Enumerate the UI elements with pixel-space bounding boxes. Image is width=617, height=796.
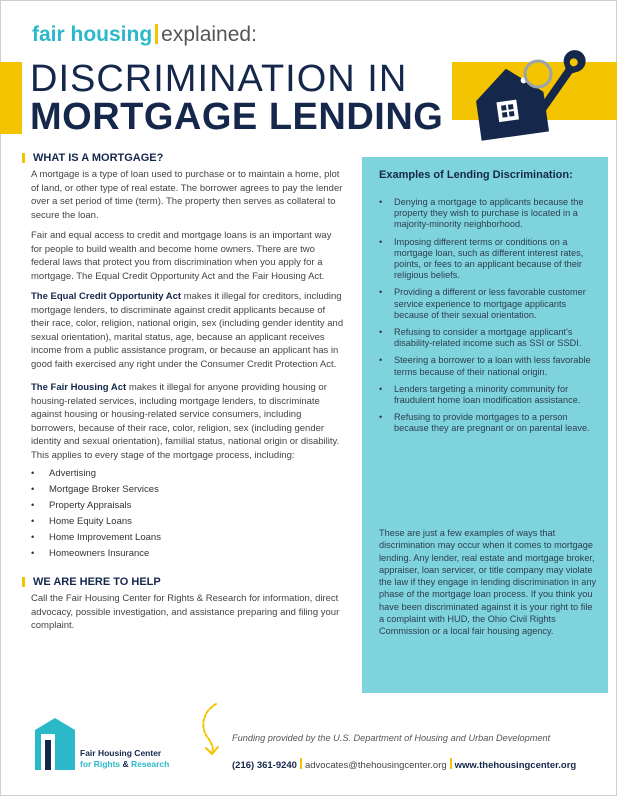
ecoa-name: The Equal Credit Opportunity Act bbox=[31, 291, 182, 302]
website-link[interactable]: www.thehousingcenter.org bbox=[454, 760, 577, 771]
fha-name: The Fair Housing Act bbox=[31, 382, 127, 393]
title-accent-left bbox=[0, 62, 22, 134]
mortgage-fair-access: Fair and equal access to credit and mortgage loans is an important way for people to build wealth and become home owners. There are two federal laws that protect you from discrimination when you apply for a mortgage. The Equal Credit Opportunity Act and the Fair Housing Act. bbox=[31, 230, 332, 282]
title-line-1: DISCRIMINATION IN bbox=[30, 58, 408, 100]
logo-text bbox=[80, 748, 169, 770]
panel-heading: Examples of Lending Discrimination: bbox=[379, 169, 573, 181]
brand-divider bbox=[155, 24, 158, 44]
list-item: • Steering a borrower to a loan with less favorable terms because of their national origin. bbox=[379, 355, 599, 377]
list-item: • Home Equity Loans bbox=[31, 514, 344, 530]
list-item: • Mortgage Broker Services bbox=[31, 482, 344, 498]
list-item: • Advertising bbox=[31, 466, 344, 482]
left-column bbox=[31, 152, 344, 640]
brand-header bbox=[32, 22, 257, 48]
phone-number[interactable]: (216) 361-9240 bbox=[232, 760, 297, 771]
ecoa-text: makes it illegal for creditors, including mortgage lenders, to discriminate against credit applicants because of their race, color, religion, national origin, sex (including gender identity and sexual orientation), marital status, age, because an applicant receives income from a public assistance program, or because an applicant has in good faith exercised any right under the Consumer Credit Protection Act. bbox=[31, 291, 344, 370]
brand-secondary: explained: bbox=[161, 23, 257, 46]
logo-line-2 bbox=[80, 759, 169, 770]
logo-line-2-amp: & bbox=[122, 759, 129, 769]
ecoa-paragraph bbox=[31, 290, 344, 371]
list-item: • Lenders targeting a minority community for fraudulent home loan modification assistance. bbox=[379, 384, 599, 406]
curved-arrow-icon bbox=[196, 702, 226, 763]
logo-line-2-b: Research bbox=[131, 759, 170, 769]
help-text: Call the Fair Housing Center for Rights & Research for information, direct advocacy, possible investigation, and assistance preparing and filing your complaint. bbox=[31, 593, 340, 631]
contact-divider bbox=[450, 758, 452, 769]
list-item: • Homeowners Insurance bbox=[31, 546, 344, 562]
email-link[interactable]: advocates@thehousingcenter.org bbox=[304, 760, 447, 771]
list-item: • Refusing to provide mortgages to a person because they are pregnant or on parental leave. bbox=[379, 412, 599, 434]
list-item: • Imposing different terms or conditions on a mortgage loan, such as different interest rates, points, or fees to an applicant because of their religious beliefs. bbox=[379, 237, 599, 282]
house-logo-icon bbox=[33, 716, 77, 777]
list-item: • Denying a mortgage to applicants because the property they wish to purchase is located in a majority-minority neighborhood. bbox=[379, 197, 599, 231]
examples-list bbox=[379, 197, 599, 441]
contact-divider bbox=[300, 758, 302, 769]
mortgage-stages-list bbox=[31, 466, 344, 562]
house-keys-icon bbox=[468, 38, 588, 163]
logo-line-1: Fair Housing Center bbox=[80, 748, 162, 758]
section-heading-help: WE ARE HERE TO HELP bbox=[31, 576, 344, 588]
panel-closing-text: These are just a few examples of ways that discrimination may occur when it comes to mortgage lending. Any lender, real estate and mortgage broker, appraiser, loan servicer, or title company may violate the law if they engage in lending discrimination in any phase of the mortgage loan process. If you think you have been discriminated against it is your right to file a complaint with HUD, the Ohio Civil Rights Commission or a local fair housing agency. bbox=[379, 528, 597, 637]
logo-line-2-a: for Rights bbox=[80, 759, 121, 769]
examples-panel bbox=[362, 157, 608, 693]
list-item: • Refusing to consider a mortgage applicant's disability-related income such as SSI or SSDI. bbox=[379, 327, 599, 349]
contact-line bbox=[232, 758, 576, 771]
section-heading-mortgage: WHAT IS A MORTGAGE? bbox=[31, 152, 344, 164]
list-item: • Home Improvement Loans bbox=[31, 530, 344, 546]
funding-statement: Funding provided by the U.S. Department of Housing and Urban Development bbox=[232, 733, 551, 743]
list-item: • Providing a different or less favorable customer service experience to mortgage applicants because of their sexual orientation. bbox=[379, 287, 599, 321]
fha-paragraph bbox=[31, 381, 344, 462]
page-title bbox=[30, 60, 443, 136]
brand-primary: fair housing bbox=[32, 23, 153, 46]
list-item: • Property Appraisals bbox=[31, 498, 344, 514]
fha-text: makes it illegal for anyone providing housing or housing-related services, including mortgage lenders, to discriminate against housing or housing-related service consumers, including borrowers, because of their race, color, religion, sex (including gender identity and sexual orientation), familial status, national origin or disability. This applies to every stage of the mortgage process, including: bbox=[31, 382, 340, 461]
title-line-2: MORTGAGE LENDING bbox=[30, 96, 444, 138]
mortgage-definition: A mortgage is a type of loan used to purchase or to maintain a home, plot of land, or other type of real estate. The borrower agrees to pay the lender over a set period of time (term). The property then serves as collateral to secure the loan. bbox=[31, 169, 343, 221]
